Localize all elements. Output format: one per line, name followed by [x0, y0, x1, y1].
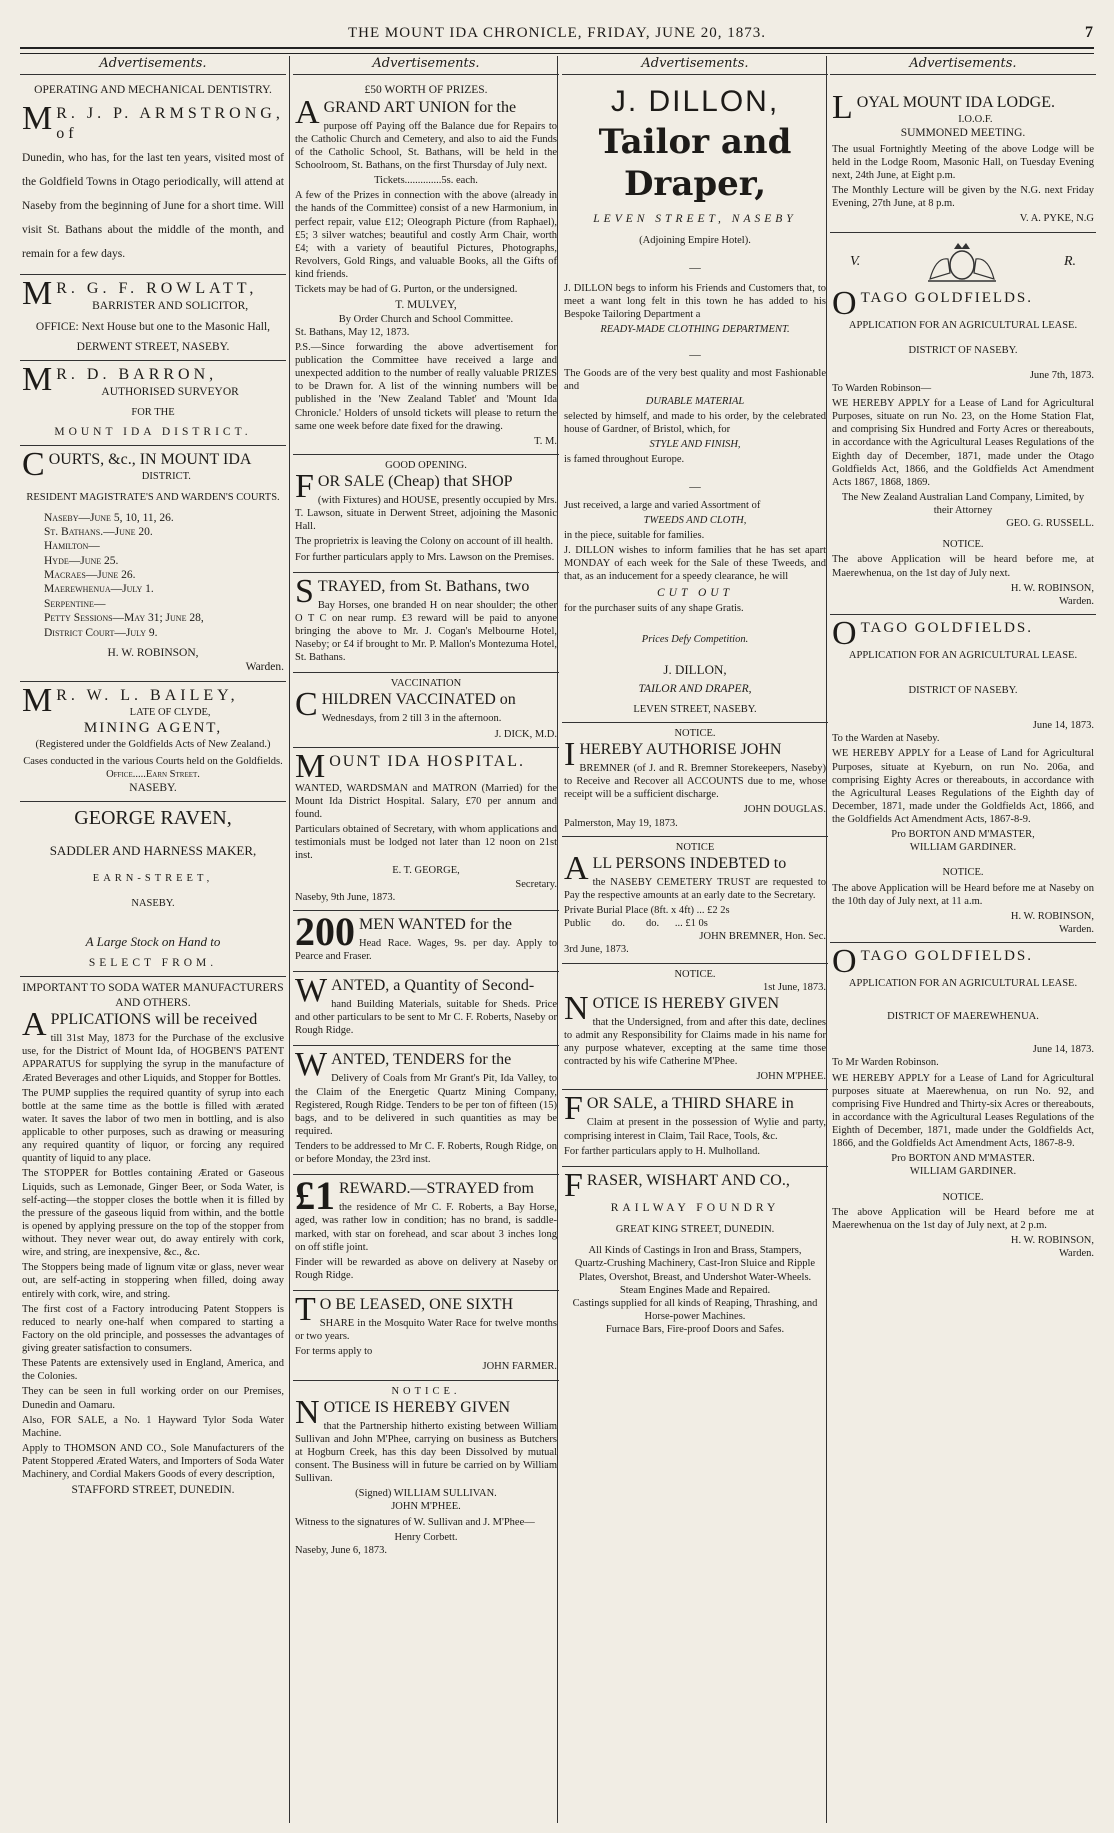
fee-row: Public do. do. ... £1 0s: [564, 918, 708, 930]
ad-wanted-materials: [293, 972, 559, 1046]
ad-body: The Monthly Lecture will be given by the N.G. next Friday Evening, 27th June, at 8 p.m.: [832, 185, 1094, 210]
drop-cap: T: [295, 1291, 316, 1328]
drop-cap: L: [832, 89, 853, 127]
ad-lead: TAGO GOLDFIELDS.: [860, 619, 1034, 636]
ad-lead: ANTED, TENDERS for the: [331, 1051, 512, 1069]
ad-vaccination: [293, 673, 559, 747]
ad-200-men: [293, 908, 559, 972]
column-heading: Advertisements.: [293, 56, 559, 75]
ad-body: The proprietrix is leaving the Colony on account of ill health.: [295, 536, 554, 548]
drop-cap: M: [22, 361, 53, 399]
drop-cap: C: [295, 686, 318, 724]
ad-body: The above Application will be heard before me, at Maerewhenua, on the 1st day of July next.: [832, 554, 1094, 579]
ad-notice: NOTICE.: [942, 867, 984, 879]
ad-body: The STOPPER for Bottles containing Ærated or Gaseous Liquids, such as Lemonade, Ginger Beer, or Soda Water, is self-acting—the stopper closes the bottle when it is filled by the pressure of the gaseous liquid from within, and the bottle is opened by applying pressure on the top of the stopper from without. They never wear out, do away entirely with cork, wire, and string, are inexpensive, &c., &c.: [22, 1168, 284, 1259]
ad-body: Bay Horses, one branded H on near shoulder; the other O T C on near rump. £3 reward will be paid to anyone bringing the above to Mr. J. Cogan's Melbourne Hotel, Naseby; or £4 if brought to Mr. P. Mallon's Montezuma Hotel, St. Bathans.: [295, 599, 557, 664]
ad-signature: WILLIAM GARDINER.: [909, 842, 1017, 854]
ad-lead: O BE LEASED, ONE SIXTH: [319, 1296, 514, 1313]
ad-district: DISTRICT OF MAEREWHENUA.: [887, 1011, 1039, 1023]
ad-signature: JOHN M'PHEE.: [756, 1071, 826, 1083]
ad-signature-title: Warden.: [1058, 1248, 1094, 1259]
ad-cases: Cases conducted in the various Courts held on the Goldfields.: [23, 755, 283, 767]
ad-otago-2: [830, 615, 1096, 943]
ad-body: For farther particulars apply to H. Mulholland.: [564, 1145, 760, 1157]
ad-signature: JOHN M'PHEE.: [391, 1501, 461, 1513]
ad-raven: [20, 802, 286, 977]
ad-order: By Order Church and School Committee.: [338, 313, 514, 325]
ad-body: in the piece, suitable for families.: [564, 530, 705, 541]
ad-signature: E. T. GEORGE,: [392, 865, 460, 877]
ad-lodge: [830, 79, 1096, 232]
ad-signature: GEO. G. RUSSELL.: [1006, 518, 1094, 530]
ad-leased: [293, 1291, 559, 1381]
ad-date: Naseby, June 6, 1873.: [295, 1544, 388, 1556]
ad-lead: R. W. L. BAILEY,: [56, 686, 239, 704]
ad-app: APPLICATION FOR AN AGRICULTURAL LEASE.: [848, 319, 1078, 331]
ad-signature: H. W. ROBINSON,: [107, 646, 199, 659]
ad-body: purpose off Paying off the Balance due for Repairs to the Catholic Church and Cemetery, and also to aid the Funds of the Catholic School, St. Bathans, will be held in the Schoolroom, St. Bathans, on the first Thursday of July next.: [295, 120, 557, 171]
ad-for: FOR THE: [131, 406, 175, 418]
ad-lead: OYAL MOUNT IDA LODGE.: [856, 94, 1055, 112]
ad-town: NASEBY.: [129, 781, 177, 794]
list-item: Maerewhenua—July 1.: [44, 583, 154, 596]
ad-date: Naseby, 9th June, 1873.: [295, 891, 396, 903]
ad-signature: JOHN FARMER.: [482, 1361, 557, 1373]
ad-signature: H. W. ROBINSON,: [1010, 1234, 1094, 1246]
ad-office: OFFICE: Next House but one to the Masonic Hall,: [35, 320, 271, 333]
ad-lead: ANTED, a Quantity of Second-: [331, 977, 535, 994]
page-number: 7: [1085, 24, 1094, 41]
ad-district: DISTRICT OF NASEBY.: [908, 685, 1018, 696]
ad-signature: J. DICK, M.D.: [494, 728, 557, 740]
ad-notice-mphee: [562, 964, 828, 1091]
ad-lead: J. DILLON,: [610, 85, 780, 119]
ad-title: OPERATING AND MECHANICAL DENTISTRY.: [34, 84, 272, 97]
ad-body: Tenders to be addressed to Mr C. F. Roberts, Rough Ridge, on or before Monday, the 23rd inst.: [295, 1141, 557, 1166]
ad-rowlatt: [20, 275, 286, 361]
ad-body: P.S.—Since forwarding the above advertisement for publication the Committee have received a large and unexpected addition to the number of really valuable PRIZES to be Drawn for. A list of the winning numbers will be published in the 'New Zealand Tablet' and 'Mount Ida Chronicle.' Holders of unsold tickets will please to return the same one week before date fixed for the drawing.: [295, 341, 557, 432]
ad-body: For further particulars apply to Mrs. Lawson on the Premises.: [295, 551, 555, 563]
ad-lead: TRAYED, from St. Bathans, two: [317, 577, 530, 595]
ad-lead: GRAND ART UNION for the: [323, 98, 517, 116]
drop-cap: N: [564, 989, 589, 1027]
ad-lead: R. G. F. ROWLATT,: [56, 280, 258, 298]
ad-body: A few of the Prizes in connection with the above (already in the hands of the Committee) consist of a new Harmonium, in perfect repair, value £12; Oleograph Picture (from Raphael), £5; 3 silver watches; beautiful and costly Arm Chair, worth £4; with a variety of beautiful Pictures, Photographs, Revolvers, Gold Rings, and valuable Books, all the Gifts of kind friends.: [295, 190, 557, 280]
ad-date: 3rd June, 1873.: [564, 944, 629, 956]
ad-lead: REWARD.—STRAYED from: [339, 1180, 534, 1198]
drop-number: 200: [295, 908, 355, 954]
ad-lead: OUNT IDA HOSPITAL.: [329, 752, 525, 770]
ad-town: NASEBY.: [131, 897, 175, 909]
ad-body: The usual Fortnightly Meeting of the above Lodge will be held in the Lodge Room, Masonic Hall, on Tuesday Evening next, 24th June, at Eight p.m.: [832, 143, 1094, 181]
ad-title: NOTICE: [675, 841, 715, 853]
ad-street: DERWENT STREET, NASEBY.: [76, 341, 230, 354]
ad-body: Castings supplied for all kinds of Reaping, Thrashing, and Horse-power Machines.: [572, 1297, 818, 1322]
ad-body: They can be seen in full working order on our Premises, Dunedin and Oamaru.: [22, 1386, 284, 1411]
list-item: Macraes—June 26.: [44, 569, 136, 582]
ad-wanted-tenders: [293, 1046, 559, 1175]
ad-feature: DURABLE MATERIAL: [645, 395, 745, 407]
drop-cap: M: [22, 99, 53, 137]
ad-lead: R. J. P. ARMSTRONG, of: [56, 104, 284, 142]
ad-feature: TWEEDS AND CLOTH,: [643, 514, 747, 526]
drop-cap: O: [832, 284, 857, 322]
ad-lead: OTICE IS HEREBY GIVEN: [592, 994, 780, 1012]
ad-body: WE HEREBY APPLY for a Lease of Land for Agricultural Purposes, situate at Kyeburn, on run No. 206a, and comprising Eighty Acres or thereabouts, in accordance with the Agricultural Leases Regulations of the Eighth day of December, 1871, made under the Goldfields Act, 1866, and the Goldfields Act Amendment Acts, 1867-8-9.: [832, 748, 1094, 825]
ad-trade: TAILOR AND DRAPER,: [638, 683, 752, 696]
ad-signature: JOHN DOUGLAS.: [743, 804, 826, 816]
ad-body: J. DILLON begs to inform his Friends and Customers that, to meet a want long felt in this town he has added to his Bespoke Tailoring Department a: [564, 282, 826, 320]
drop-cap: F: [564, 1090, 583, 1128]
ad-adjoining: (Adjoining Empire Hotel).: [639, 235, 751, 247]
ad-lead: LL PERSONS INDEBTED to: [592, 854, 787, 872]
drop-cap: F: [564, 1166, 583, 1204]
ad-role: SADDLER AND HARNESS MAKER,: [49, 843, 257, 859]
ad-soda: [20, 977, 286, 1503]
ad-cemetery: [562, 837, 828, 964]
ad-office: Office.....Earn Street.: [106, 768, 200, 780]
ad-body: that the Partnership hitherto existing between William Sullivan and John M'Phee, carrying on business as Butchers at Hogburn Creek, has this day been Dissolved by mutual consent. The Business will in future be carried on by William Sullivan.: [295, 1420, 557, 1485]
ad-lead: OTICE IS HEREBY GIVEN: [323, 1398, 511, 1416]
ad-lead: OURTS, &c., IN MOUNT IDA: [48, 451, 252, 469]
ad-body: Head Race. Wages, 9s. per day. Apply to Pearce and Fraser.: [295, 937, 557, 962]
ad-name: RAILWAY FOUNDRY: [610, 1201, 780, 1214]
ad-body: hand Building Materials, suitable for Sheds. Price and other particulars to be sent to Mr C. F. Roberts, Naseby or Rough Ridge.: [295, 999, 557, 1037]
ad-body: the NASEBY CEMETERY TRUST are requested to Pay the respective amounts at an early date to the Secretary.: [564, 876, 826, 901]
ad-notice-bremner: [562, 723, 828, 837]
drop-cap: A: [22, 1006, 47, 1044]
ad-body: The PUMP supplies the required quantity of syrup into each bottle at the same time as the bottle is filled with ærated water. It saves the labor of two men in bottling, and is also applicable to other purposes, such as drawing or measuring any required quantity of liquor, or forcing any required quantity of liquid to any place.: [22, 1087, 284, 1165]
ad-title: £50 WORTH OF PRIZES.: [364, 84, 488, 97]
ad-date: June 7th, 1873.: [1029, 369, 1094, 381]
ad-body: The above Application will be Heard before me at Maerewhenua on the 1st day of July next, at 2 p.m.: [832, 1206, 1094, 1231]
ad-otago-3: [830, 943, 1096, 1266]
ad-trade: Tailor and Draper,: [598, 121, 792, 205]
masthead-title: THE MOUNT IDA CHRONICLE, FRIDAY, JUNE 20, 1873.: [348, 24, 766, 41]
ad-body: The first cost of a Factory introducing Patent Stoppers is reduced to nearly one-half when compared to starting a Factory on the old principle, and possesses the advantages of giving greater satisfaction to consumers.: [22, 1303, 284, 1355]
ad-app: APPLICATION FOR AN AGRICULTURAL LEASE.: [848, 978, 1078, 989]
ad-title: VACCINATION: [390, 678, 462, 690]
ad-lead: HILDREN VACCINATED on: [321, 691, 516, 709]
ad-body: (with Fixtures) and HOUSE, presently occupied by Mrs. T. Lawson, situate in Derwent Street, adjoining the Masonic Hall.: [295, 495, 557, 533]
ad-title: NOTICE.: [391, 1385, 461, 1397]
ad-dentistry: [20, 79, 286, 275]
ad-sub: DISTRICT.: [141, 471, 191, 483]
ad-witness-name: Henry Corbett.: [394, 1531, 458, 1543]
list-item: Hamilton—: [44, 540, 100, 553]
ad-role: BARRISTER AND SOLICITOR,: [92, 300, 249, 313]
ad-body: Quartz-Crushing Machinery, Cast-Iron Sluice and Ripple Plates, Overshot, Breast, and Undershot Water-Wheels.: [574, 1258, 816, 1283]
drop-cap: M: [295, 747, 326, 785]
vr-letter: V.: [850, 253, 861, 269]
ad-signature: H. W. ROBINSON,: [1010, 582, 1094, 594]
ad-role: AUTHORISED SURVEYOR: [101, 386, 239, 399]
drop-cap: N: [295, 1393, 320, 1431]
list-item: Naseby—June 5, 10, 11, 26.: [44, 511, 174, 524]
ad-to: To the Warden at Naseby.: [832, 733, 940, 745]
list-item: St. Bathans.—June 20.: [44, 525, 153, 538]
ad-street: LEVEN STREET, NASEBY: [593, 212, 797, 225]
ad-lead: R. D. BARRON,: [56, 366, 218, 384]
ad-body: Apply to THOMSON AND CO., Sole Manufacturers of the Patent Stoppered Ærated Waters, and Importers of Soda Water Machinery, and Cordial Makers Goods of every description,: [22, 1442, 284, 1481]
ad-date: June 14, 1873.: [1032, 1044, 1094, 1056]
drop-cap: I: [564, 736, 576, 773]
ad-signature-title: Warden.: [1058, 923, 1094, 935]
ad-body: that the Undersigned, from and after this date, declines to admit any Responsibility for Claims made in his name for any purpose whatever, excepting at the same time those contracted by his wife Catherine M'Phee.: [564, 1016, 826, 1068]
column-heading: Advertisements.: [20, 56, 286, 75]
ad-title: GOOD OPENING.: [385, 459, 467, 471]
ad-body: All Kinds of Castings in Iron and Brass, Stampers,: [588, 1245, 802, 1257]
column-divider: [289, 56, 290, 1823]
ad-good-opening: [293, 455, 559, 573]
ad-hospital: [293, 748, 559, 911]
ad-body: Particulars obtained of Secretary, with whom applications and testimonials must be lodged not later than 12 noon on 21st inst.: [295, 824, 557, 862]
drop-cap: C: [22, 446, 45, 484]
ad-tickets: Tickets..............5s. each.: [374, 175, 478, 187]
ad-prices: Prices Defy Competition.: [641, 634, 749, 645]
ad-title: NOTICE.: [674, 727, 716, 739]
ad-notice: NOTICE.: [942, 1191, 984, 1203]
ad-signature: (Signed) WILLIAM SULLIVAN.: [355, 1488, 497, 1500]
ad-body: Also, FOR SALE, a No. 1 Hayward Tylor Soda Water Machine.: [22, 1414, 284, 1439]
ad-role: MINING AGENT,: [83, 719, 223, 736]
ad-signature: H. W. ROBINSON,: [1010, 910, 1094, 922]
ad-lead: GEORGE RAVEN,: [74, 807, 232, 830]
column-1: [20, 56, 286, 1823]
column-heading: Advertisements.: [830, 56, 1096, 75]
ad-feature: STYLE AND FINISH,: [649, 439, 741, 451]
ad-body: Steam Engines Made and Repaired.: [619, 1284, 771, 1296]
ad-signature: WILLIAM GARDINER.: [909, 1166, 1017, 1178]
ad-lead: RASER, WISHART AND CO.,: [586, 1171, 790, 1189]
masthead-rule: [20, 47, 1094, 54]
drop-cap: M: [22, 275, 53, 313]
ad-body: J. DILLON wishes to inform families that he has set apart MONDAY of each week for the Sale of these Tweeds, and that, as an inducement for a speedy clearance, he will: [564, 545, 826, 583]
fee-row: Private Burial Place (8ft. x 4ft) ... £2 2s: [564, 905, 730, 916]
ad-signature-title: Secretary.: [515, 878, 557, 890]
ad-stock: A Large Stock on Hand to: [85, 933, 221, 949]
masthead: [20, 18, 1094, 48]
ad-feature: CUT OUT: [656, 586, 734, 599]
ad-signature: The New Zealand Australian Land Company, Limited, by their Attorney: [841, 491, 1085, 516]
ad-reward: [293, 1175, 559, 1291]
ad-body: Furnace Bars, Fire-proof Doors and Safes.: [605, 1324, 785, 1335]
column-3: [562, 56, 828, 1823]
ad-title: IMPORTANT TO SODA WATER MANUFACTURERS AND OTHERS.: [22, 982, 284, 1009]
ad-body: the residence of Mr C. F. Roberts, a Bay Horse, aged, was rather low in condition; has no brand, is saddle-marked, with star on forehead, and scar about 3 inches long on off stifle joint.: [295, 1202, 557, 1253]
ad-body: till 31st May, 1873 for the Purchase of the exclusive use, for the District of Mount Ida, of HOGBEN'S PATENT APPARATUS for supplying the syrup in the manufacture of Ærated Beverages and other Liquids, and Stopper for Bottles.: [22, 1033, 284, 1084]
ad-district: DISTRICT OF NASEBY.: [908, 344, 1018, 356]
ad-street: STAFFORD STREET, DUNEDIN.: [71, 1484, 235, 1497]
ad-signature: T. M.: [534, 435, 557, 447]
royal-crest-icon: [922, 239, 1002, 285]
drop-cap: W: [295, 1046, 328, 1084]
column-4: [830, 56, 1096, 1823]
ad-body: WE HEREBY APPLY for a Lease of Land for Agricultural Purposes, situate on run No. 23, on the Home Station Flat, and comprising Six Hundred and Forty Acres or thereabouts, in accordance with the Agricultural Leases Regulations of the Eighth day of December, 1871, made under the Otago Goldfields Act, 1866, and the Goldfields Act Amendment Acts 1867, 1868, 1869.: [832, 398, 1094, 488]
list-item: Hyde—June 25.: [44, 554, 119, 567]
court-list: [22, 511, 284, 640]
drop-cap: S: [295, 572, 314, 610]
ad-lead: OR SALE (Cheap) that SHOP: [317, 473, 513, 490]
drop-cap: F: [295, 468, 314, 505]
ad-bailey: [20, 682, 286, 803]
ad-body: Finder will be rewarded as above on delivery at Naseby or Rough Ridge.: [295, 1256, 557, 1281]
column-heading: Advertisements.: [562, 56, 828, 75]
ad-dillon: J. DILLON, Tailor and Draper, LEVEN STREET, NASEBY (Adjoining Empire Hotel). — J. DILLON begs to inform his Friends and Customers that, to meet a want long felt in this town he has added to his Bespoke Tailoring Department a READY-MADE CLOTHING DEPARTMENT. — The Goods are of the very best quality and most Fashionable and DURABLE MATERIAL selected by himself, and made to his order, by the celebrated house of Gardner, of Bristol, which, for STYLE AND FINISH, is famed throughout Europe. — Just received, a large and varied Assortment of TWEEDS AND CLOTH, in the piece, suitable for families. J. DILLON wishes to inform families that he has set apart MONDAY of each week for the Sale of these Tweeds, and that, as an inducement for a speedy clearance, he will CUT OUT for the purchaser suits of any shape Gratis. Prices Defy Competition. J. DILLON, TAILOR AND DRAPER, LEVEN STREET, NASEBY.: [562, 79, 828, 723]
ad-title: SUMMONED MEETING.: [900, 127, 1026, 140]
ad-body: The Stoppers being made of lignum vitæ or glass, never wear out, are self-acting in stoppering when filled, doing away entirely with cork, wire, and string.: [22, 1262, 284, 1300]
ad-body: For terms apply to: [295, 1346, 373, 1358]
vr-letter: R.: [1063, 253, 1076, 269]
ad-body: WE HEREBY APPLY for a Lease of Land for Agricultural purposes situate at Maerewhenua, on run No. 92, and comprising Five Hundred and Thirty-six Acres or thereabouts, in accordance with the Agricultural Leases Regulations of the Eighth of December, 1871, made under the Goldfields Act, 1866, and the Goldfields Act Amendment Acts, 1867-8-9.: [832, 1072, 1094, 1150]
ad-art-union: [293, 79, 559, 455]
ad-date: St. Bathans, May 12, 1873.: [295, 326, 410, 338]
ad-body: for the purchaser suits of any shape Gratis.: [564, 602, 744, 614]
ad-body: SHARE in the Mosquito Water Race for twelve months or two years.: [295, 1318, 557, 1343]
ad-body: Wednesdays, from 2 till 3 in the afternoon.: [321, 713, 502, 725]
ad-barron: [20, 361, 286, 446]
ad-notice: NOTICE.: [942, 539, 984, 551]
ad-date: June 14, 1873.: [1032, 720, 1094, 732]
ad-strayed: [293, 573, 559, 674]
ad-body: BREMNER (of J. and R. Bremner Storekeepers, Naseby) to Receive and Recover all ACCOUNTS due to me, whose receipt will be a sufficient discharge.: [564, 763, 826, 801]
ad-district: MOUNT IDA DISTRICT.: [54, 425, 252, 438]
ad-select: SELECT FROM.: [88, 957, 218, 970]
ad-signature-title: Warden.: [245, 661, 284, 674]
ad-app: APPLICATION FOR AN AGRICULTURAL LEASE.: [848, 649, 1078, 661]
ad-feature: READY-MADE CLOTHING DEPARTMENT.: [600, 324, 790, 335]
ad-body: selected by himself, and made to his order, by the celebrated house of Gardner, of Bristol, which, for: [564, 410, 826, 435]
ad-signature: Pro BORTON AND M'MASTER,: [891, 829, 1035, 841]
column-2: [293, 56, 559, 1823]
ad-date: 1st June, 1873.: [763, 981, 826, 993]
ad-street: EARN-STREET,: [92, 872, 214, 884]
ad-third-share: [562, 1090, 828, 1166]
ad-signature: JOHN BREMNER, Hon. Sec.: [699, 931, 826, 943]
ad-body: The Goods are of the very best quality and most Fashionable and: [564, 367, 826, 392]
drop-cap: O: [832, 614, 857, 652]
ad-lead: TAGO GOLDFIELDS.: [860, 948, 1034, 964]
ad-lead: MEN WANTED for the: [359, 915, 513, 933]
ad-lead: TAGO GOLDFIELDS.: [860, 289, 1034, 306]
ad-sub: I.O.O.F.: [958, 114, 993, 126]
ad-date: Palmerston, May 19, 1873.: [564, 817, 678, 829]
ad-signature: Pro BORTON AND M'MASTER.: [891, 1153, 1035, 1165]
ad-otago-1: [830, 285, 1096, 615]
ad-late: LATE OF CLYDE,: [129, 706, 211, 718]
ad-signature: T. MULVEY,: [395, 299, 457, 312]
ad-witness: Witness to the signatures of W. Sullivan and J. M'Phee—: [295, 1516, 535, 1528]
drop-cap: M: [22, 681, 53, 719]
drop-cap: O: [832, 943, 857, 980]
ad-body: These Patents are extensively used in England, America, and the Colonies.: [22, 1358, 284, 1383]
ad-body: Delivery of Coals from Mr Grant's Pit, Ida Valley, to the Claim of the Energetic Quartz Mining Company, Registered, Rough Ridge. Tenders to be per ton of fifteen (15) bags, and to be delivered in such quantities as may be required.: [295, 1073, 557, 1137]
ad-lead: OR SALE, a THIRD SHARE in: [586, 1095, 794, 1113]
ad-body: Claim at present in the possession of Wylie and party, comprising interest in Claim, Tail Race, Tools, &c.: [564, 1117, 826, 1142]
ad-to: To Warden Robinson—: [832, 382, 932, 394]
royal-arms: [830, 239, 1096, 285]
list-item: District Court—July 9.: [44, 626, 158, 639]
ad-heading: RESIDENT MAGISTRATE'S AND WARDEN'S COURTS.: [26, 492, 280, 504]
ad-signature-title: Warden.: [1058, 595, 1094, 607]
ad-title: NOTICE.: [674, 968, 716, 980]
drop-cap: A: [295, 93, 320, 131]
ad-foundry: [562, 1167, 828, 1342]
ad-partnership-notice: [293, 1381, 559, 1563]
ad-name: J. DILLON,: [663, 662, 727, 678]
ad-to: To Mr Warden Robinson.: [832, 1057, 939, 1069]
ad-body: Just received, a large and varied Assortment of: [564, 499, 761, 511]
ad-lead: PPLICATIONS will be received: [50, 1011, 258, 1029]
list-item: Serpentine—: [44, 597, 106, 610]
ad-street: LEVEN STREET, NASEBY.: [633, 703, 757, 715]
ad-courts: [20, 446, 286, 681]
ad-body: Dunedin, who has, for the last ten years, visited most of the Goldfield Towns in Otago periodically, will attend at Naseby from the beginning of June for a short time. Will visit St. Bathans about the middle of the month, and remain for a few days.: [22, 151, 284, 261]
ad-lead: HEREBY AUTHORISE JOHN: [579, 741, 782, 758]
ad-signature: V. A. PYKE, N.G: [1019, 213, 1094, 225]
drop-cap: W: [295, 972, 328, 1009]
ad-body: The above Application will be Heard before me at Naseby on the 10th day of July next, at 11 a.m.: [832, 882, 1094, 907]
ad-reg: (Registered under the Goldfields Acts of New Zealand.): [35, 738, 271, 750]
ad-body: WANTED, WARDSMAN and MATRON (Married) for the Mount Ida District Hospital. Salary, £70 per annum and found.: [295, 782, 557, 820]
drop-number: £1: [295, 1173, 335, 1219]
ad-body: Tickets may be had of G. Purton, or the undersigned.: [295, 284, 518, 296]
drop-cap: A: [564, 849, 589, 887]
list-item: Petty Sessions—May 31; June 28,: [44, 612, 204, 625]
ad-body: is famed throughout Europe.: [564, 454, 685, 466]
ad-street: GREAT KING STREET, DUNEDIN.: [615, 1224, 775, 1236]
